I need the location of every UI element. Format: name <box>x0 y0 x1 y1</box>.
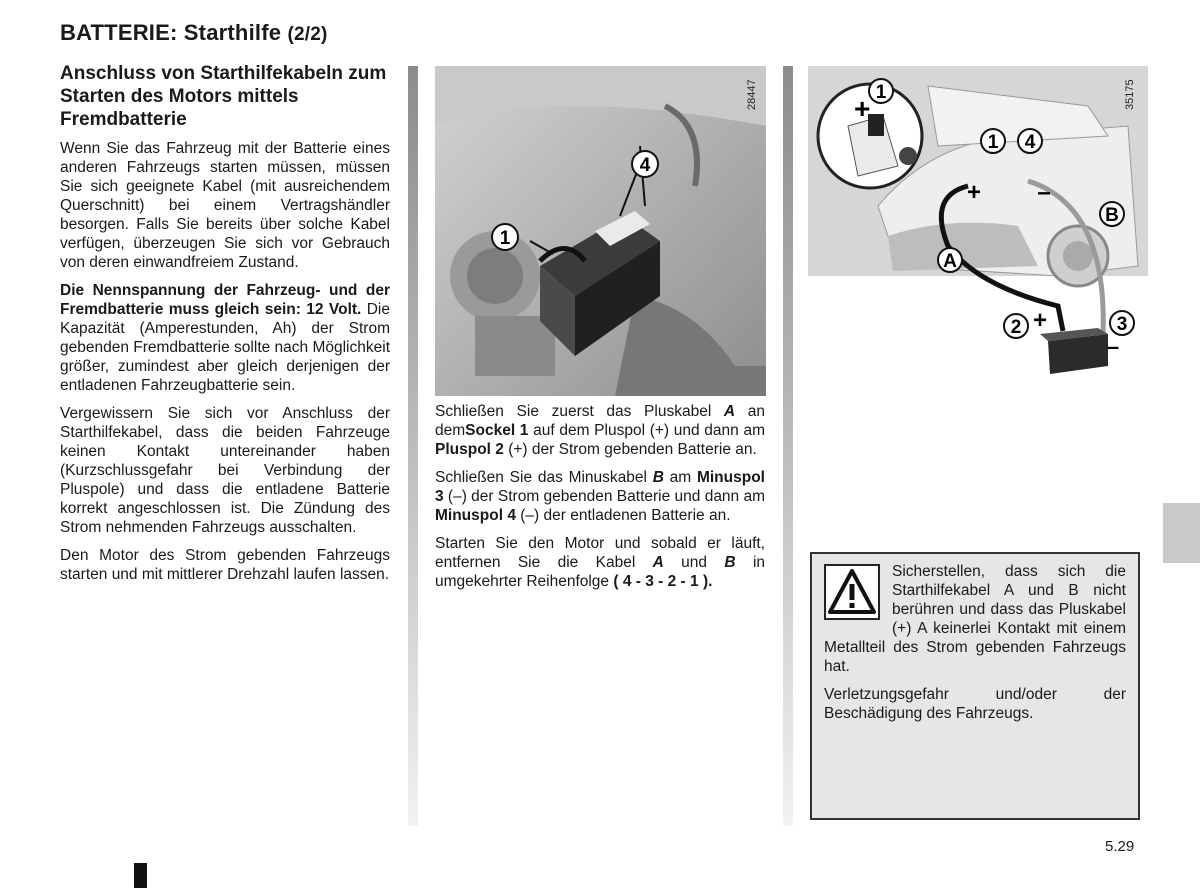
illus-plus-inset: + <box>854 93 871 124</box>
text: Starten Sie den Motor und sobald er läuft, entfernen Sie die Kabel <box>435 535 765 571</box>
paragraph-contact: Vergewissern Sie sich vor Anschluss der Starthilfekabel, dass die beiden Fahrzeuge keinen Kontakt untereinander haben (Kurzschlussgefahr bei Verbindung der Pluspole) und dass die entladene Batterie korrekt angeschlossen ist. Die Zündung des Strom nehmenden Fahrzeugs ausschalten. <box>60 405 390 536</box>
text: (+) der Strom gebenden Batterie an. <box>503 441 757 458</box>
column-divider-right <box>783 66 793 826</box>
section-heading: Anschluss von Starthilfekabeln zum Starten des Motors mittels Fremdbatterie <box>60 63 387 130</box>
text: in umgekehrter Reihenfolge <box>435 554 766 590</box>
text: und <box>663 554 725 571</box>
step-plus-cable <box>435 402 765 459</box>
voltage-note-bold: Die Nennspannung der Fahrzeug- und der Fremdbatterie muss gleich sein: 12 Volt. <box>60 282 390 318</box>
text: an dem <box>435 403 765 439</box>
engine-bay-photo <box>435 66 766 396</box>
warning-box <box>810 552 1140 820</box>
step-minus-cable <box>435 468 765 525</box>
text: (–) der Strom gebenden Batterie und dann am <box>443 488 766 505</box>
minuspol-4-ref: Minuspol 4 <box>435 507 516 524</box>
warning-text: Sicherstellen, dass sich die Starthilfekabel A und B nicht berühren und dass das Pluskabel (+) A keinerlei Kontakt mit einem Metallteil des Strom gebenden Fahrzeugs hat. <box>824 563 1126 675</box>
engine-bay-drawing <box>435 66 766 396</box>
illus-plus-car: + <box>966 179 982 206</box>
callout-4-label: 4 <box>639 155 651 176</box>
illustration-code: 35175 <box>1124 79 1136 110</box>
removal-sequence: ( 4 - 3 - 2 - 1 ). <box>613 573 713 590</box>
warning-risk-text: Verletzungsgefahr und/oder der Beschädigung des Fahrzeugs. <box>824 686 1126 722</box>
jumper-cable-drawing <box>808 66 1148 376</box>
text: (–) der entladenen Batterie an. <box>515 507 731 524</box>
cable-a-ref: A <box>723 403 736 420</box>
text: am <box>663 469 697 486</box>
page-number: 5.29 <box>1105 838 1135 855</box>
cable-a-ref: A <box>652 554 664 571</box>
illus-label-1: 1 <box>987 132 999 153</box>
illus-label-4: 4 <box>1024 132 1036 153</box>
illus-minus-source: – <box>1106 334 1120 359</box>
corner-mark <box>134 863 147 888</box>
page-indicator: (2/2) <box>287 24 328 45</box>
cable-b-ref: B <box>652 469 664 486</box>
illus-label-A: A <box>943 251 957 272</box>
pluspol-ref: Pluspol 2 <box>435 441 504 458</box>
warning-triangle-icon <box>824 564 880 620</box>
text: Schließen Sie das Minuskabel <box>435 469 653 486</box>
page-title <box>60 20 328 46</box>
callout-1-label: 1 <box>499 228 511 249</box>
paragraph-intro: Wenn Sie das Fahrzeug mit der Batterie eines anderen Fahrzeugs starten müssen, müssen Sie sich geeignete Kabel (mit ausreichendem Querschnitt) bei einem Vertragshändler besorgen. Falls Sie bereits über solche Kabel verfügen, überzeugen Sie sich vor Gebrauch von deren einwandfreiem Zustand. <box>60 140 390 271</box>
cable-b-ref: B <box>724 554 736 571</box>
illus-plus-source: + <box>1032 307 1048 334</box>
illus-label-B: B <box>1105 205 1119 226</box>
paragraph-start-motor: Den Motor des Strom gebenden Fahrzeugs starten und mit mittlerer Drehzahl laufen lassen. <box>60 547 390 583</box>
column-divider-left <box>408 66 418 826</box>
paragraph-voltage <box>60 281 390 395</box>
text: Schließen Sie zuerst das Pluskabel <box>435 403 724 420</box>
illus-minus-car: – <box>1037 179 1051 206</box>
illus-label-2: 2 <box>1010 317 1022 338</box>
middle-column <box>435 402 765 600</box>
photo-code: 28447 <box>746 79 758 110</box>
page-title-text: BATTERIE: Starthilfe <box>60 20 282 45</box>
left-column <box>60 62 390 593</box>
text: auf dem Pluspol (+) und dann am <box>528 422 765 439</box>
chapter-tab <box>1163 503 1200 563</box>
illus-label-3: 3 <box>1116 314 1128 335</box>
step-remove-cables <box>435 534 765 591</box>
jumper-cable-illustration <box>808 66 1148 376</box>
illus-label-1-inset: 1 <box>875 82 887 103</box>
voltage-note-rest: Die Kapazität (Amperestunden, Ah) der Strom gebenden Fremdbatterie sollte nach Möglichkeit größer, zumindest aber gleich derjenigen der entladenen Fahrzeugbatterie sein. <box>60 301 390 394</box>
minuspol-3-ref: Minuspol 3 <box>435 469 765 505</box>
sockel-ref: Sockel 1 <box>465 422 529 439</box>
